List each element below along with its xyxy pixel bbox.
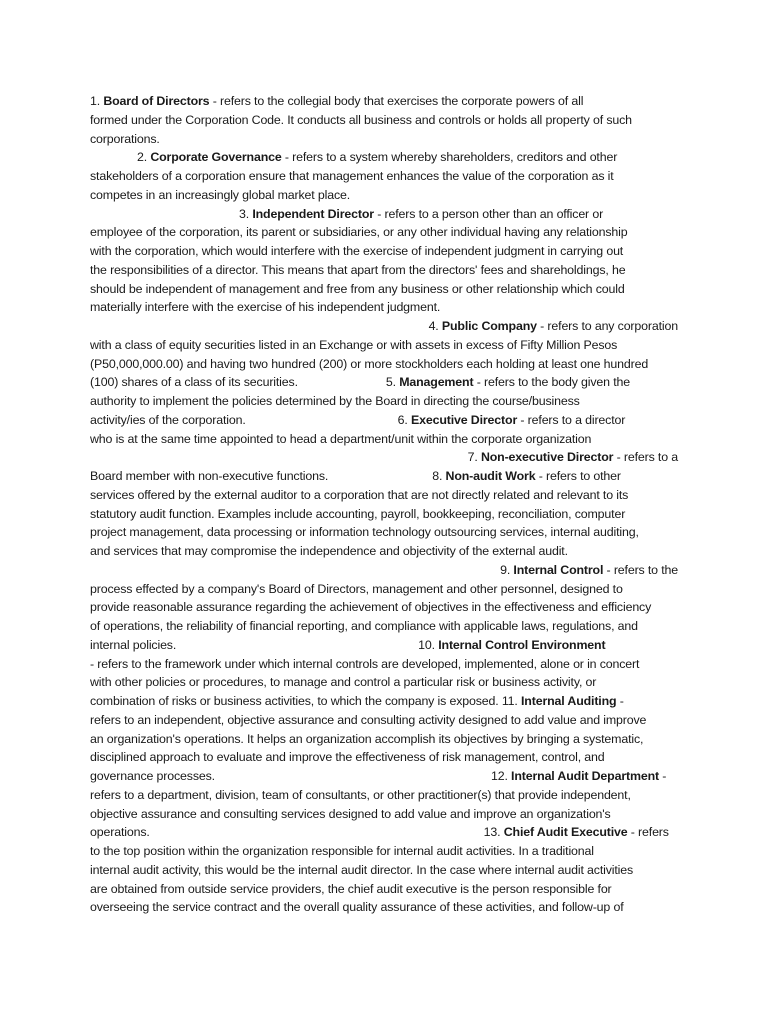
term-number: 13. — [483, 825, 504, 840]
text-line — [90, 130, 678, 149]
text-line — [90, 223, 678, 242]
term-definition: (P50,000,000.00) and having two hundred (200) or more stockholders each holding at least one hundred — [90, 356, 649, 371]
term-name: Non-audit Work — [445, 469, 536, 483]
term-definition: are obtained from outside service providers, the chief audit executive is the person responsible for — [90, 881, 612, 896]
term-number: 7. — [467, 450, 481, 465]
text-line — [90, 842, 678, 861]
text-line — [90, 823, 678, 842]
text-line — [90, 280, 678, 299]
term-definition: internal audit activity, this would be the internal audit director. In the case where internal audit activities — [90, 862, 634, 877]
term-name: Non-executive Director — [480, 450, 614, 465]
term-definition: an organization's operations. It helps an organization accomplish its objectives by bringing a systematic, — [90, 731, 644, 746]
text-line — [90, 148, 678, 167]
term-definition: formed under the Corporation Code. It conducts all business and controls or holds all property of such — [90, 112, 632, 127]
text-line — [90, 711, 678, 730]
term-number: 6. — [397, 412, 411, 427]
term-definition: should be independent of management and free from any business or other relationship which could — [90, 281, 625, 296]
term-definition: employee of the corporation, its parent or subsidiaries, or any other individual having any relationship — [90, 225, 628, 240]
text-line — [90, 673, 678, 692]
term-definition: services offered by the external auditor to a corporation that are not directly related and relevant to its — [90, 487, 629, 502]
term-definition: operations. — [90, 825, 150, 840]
term-name: Internal Audit Department — [511, 769, 659, 783]
term-definition: activity/ies of the corporation. — [90, 412, 246, 427]
term-definition: - refers to the collegial body that exercises the corporate powers of all — [209, 94, 584, 108]
term-number: 5. — [385, 375, 400, 390]
text-line — [90, 92, 678, 111]
term-definition: provide reasonable assurance regarding the achievement of objectives in the effectiveness and efficiency — [90, 600, 652, 615]
term-name: Board of Directors — [103, 94, 210, 108]
term-definition: process effected by a company's Board of Directors, management and other personnel, designed to — [90, 581, 623, 596]
term-definition: and services that may compromise the independence and objectivity of the external audit. — [90, 544, 568, 558]
text-line — [90, 598, 678, 617]
term-definition: with a class of equity securities listed in an Exchange or with assets in excess of Fifty Million Pesos — [90, 337, 618, 352]
text-line — [90, 317, 678, 336]
text-line — [90, 505, 678, 524]
term-definition: - refers to the framework under which internal controls are developed, implemented, alone or in concert — [90, 656, 640, 671]
term-definition: - refers to the body given the — [473, 375, 630, 390]
term-definition: competes in an increasingly global market place. — [90, 187, 351, 202]
text-line — [90, 730, 678, 749]
text-line — [90, 298, 678, 317]
term-name: Independent Director — [252, 206, 374, 221]
term-definition: refers to a department, division, team of consultants, or other practitioner(s) that provide independent, — [90, 787, 631, 802]
term-definition: with the corporation, which would interfere with the exercise of independent judgment in carrying out — [90, 244, 624, 258]
term-name: Executive Director — [411, 412, 518, 427]
text-line — [90, 186, 678, 205]
term-name: Corporate Governance — [150, 150, 282, 165]
text-line — [90, 748, 678, 767]
term-number: 3. — [239, 206, 253, 221]
term-number: 4. — [428, 319, 442, 333]
term-definition: - refers to other — [535, 469, 621, 483]
text-line — [90, 261, 678, 280]
text-line — [90, 542, 678, 561]
text-line — [90, 355, 678, 374]
term-name: Internal Auditing — [521, 694, 617, 708]
term-definition: - refers to a — [613, 450, 678, 465]
text-line — [90, 767, 678, 786]
term-definition: Board member with non-executive functions. — [90, 469, 329, 483]
text-line — [90, 861, 678, 880]
term-definition: materially interfere with the exercise of his independent judgment. — [90, 300, 441, 315]
term-number: 12. — [490, 769, 512, 783]
text-line — [90, 411, 678, 430]
term-definition: with other policies or procedures, to manage and control a particular risk or business activity, or — [90, 675, 597, 690]
text-line — [90, 617, 678, 636]
text-line — [90, 786, 678, 805]
term-definition: - — [616, 694, 624, 708]
text-line — [90, 805, 678, 824]
term-definition: governance processes. — [90, 769, 215, 783]
term-definition: statutory audit function. Examples include accounting, payroll, bookkeeping, reconciliation, computer — [90, 506, 626, 521]
term-number: 10. — [418, 637, 439, 652]
term-number: 9. — [500, 562, 514, 577]
term-definition: overseeing the service contract and the overall quality assurance of these activities, and follow-up of — [90, 900, 624, 915]
term-definition: - refers — [627, 825, 669, 840]
term-name: Chief Audit Executive — [503, 825, 628, 840]
term-definition: of operations, the reliability of financial reporting, and compliance with applicable laws, regulations, and — [90, 619, 638, 633]
text-line — [90, 336, 678, 355]
term-name: Public Company — [441, 319, 537, 333]
definitions-text — [90, 92, 678, 917]
term-name: Management — [399, 375, 474, 390]
term-definition: corporations. — [90, 131, 160, 146]
term-number: 2. — [137, 150, 151, 165]
term-definition: to the top position within the organization responsible for internal audit activities. In a traditional — [90, 844, 594, 858]
text-line — [90, 692, 678, 711]
text-line — [90, 448, 678, 467]
term-definition: who is at the same time appointed to head a department/unit within the corporate organization — [90, 431, 592, 446]
term-name: Internal Control — [513, 562, 604, 577]
term-definition: - — [658, 769, 667, 783]
text-line — [90, 898, 678, 917]
text-line — [90, 111, 678, 130]
term-definition: the responsibilities of a director. This means that apart from the directors' fees and shareholdings, he — [90, 262, 626, 277]
text-line — [90, 580, 678, 599]
text-line — [90, 430, 678, 449]
term-definition: - refers to any corporation — [536, 319, 678, 333]
term-definition: objective assurance and consulting services designed to add value and improve an organization's — [90, 806, 611, 821]
term-definition: stakeholders of a corporation ensure that management enhances the value of the corporation as it — [90, 169, 614, 183]
term-definition: project management, data processing or information technology outsourcing services, internal auditing, — [90, 525, 639, 540]
text-line — [90, 880, 678, 899]
text-line — [90, 655, 678, 674]
term-definition: - refers to a person other than an officer or — [373, 206, 604, 221]
term-definition: combination of risks or business activities, to which the company is exposed. — [90, 694, 502, 708]
term-definition: (100) shares of a class of its securities. — [90, 375, 298, 390]
text-line — [90, 242, 678, 261]
term-definition: - refers to a director — [517, 412, 626, 427]
term-number: 11. — [501, 694, 522, 708]
term-number: 1. — [90, 94, 104, 108]
term-name: Internal Control Environment — [438, 637, 606, 652]
text-line — [90, 523, 678, 542]
term-number: 8. — [432, 469, 446, 483]
term-definition: - refers to the — [603, 562, 678, 577]
text-line — [90, 561, 678, 580]
text-line — [90, 467, 678, 486]
text-line — [90, 167, 678, 186]
text-line — [90, 636, 678, 655]
term-definition: refers to an independent, objective assurance and consulting activity designed to add value and improve — [90, 712, 647, 727]
term-definition: disciplined approach to evaluate and improve the effectiveness of risk management, control, and — [90, 750, 605, 765]
text-line — [90, 486, 678, 505]
term-definition: - refers to a system whereby shareholders, creditors and other — [281, 150, 618, 165]
text-line — [90, 373, 678, 392]
term-definition: internal policies. — [90, 637, 177, 652]
text-line — [90, 205, 678, 224]
term-definition: authority to implement the policies determined by the Board in directing the course/business — [90, 394, 580, 408]
text-line — [90, 392, 678, 411]
